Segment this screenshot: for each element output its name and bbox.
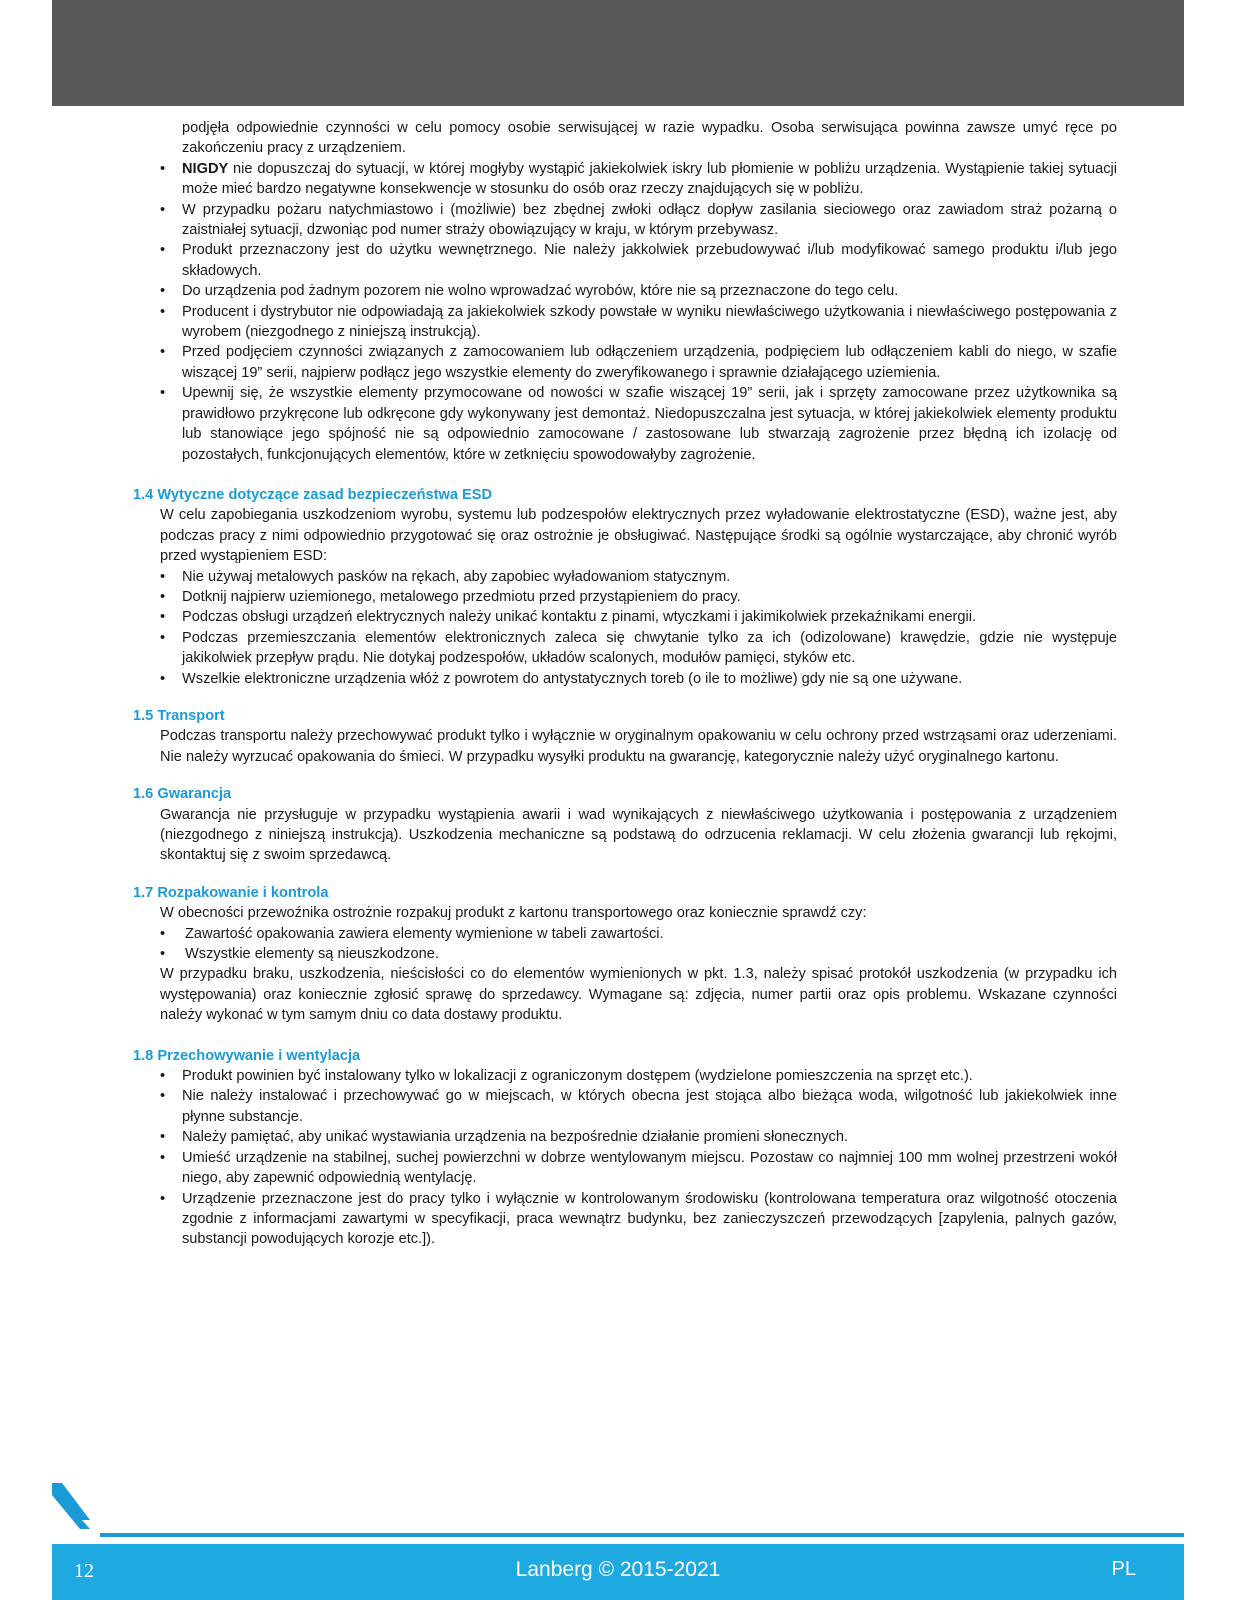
footer-language: PL: [1111, 1558, 1136, 1580]
list-item: • Umieść urządzenie na stabilnej, suchej powierzchni w dobrze wentylowanym miejscu. Pozostaw co najmniej 100 mm wolnej przestrzeni wokół niego, aby zapewnić odpowiednią wentylację.: [182, 1148, 1117, 1189]
list-item: [182, 342, 1117, 383]
section-paragraph: W celu zapobiegania uszkodzeniom wyrobu, systemu lub podzespołów elektrycznych przez wyładowanie elektrostatyczne (ESD), ważne jest, aby podczas pracy z nimi odpowiednio przygotować się oraz ostrożnie je obsługiwać. Następujące środki są ogólnie wystarczające, aby chronić wyrób przed wystąpieniem ESD:: [160, 507, 1117, 565]
section-heading: 1.4 Wytyczne dotyczące zasad bezpieczeństwa ESD: [133, 486, 493, 503]
list-item: [182, 200, 1117, 241]
list-item: • Wszystkie elementy są nieuszkodzone.: [185, 944, 1117, 964]
page-number: 12: [74, 1560, 94, 1582]
section-heading: 1.8 Przechowywanie i wentylacja: [133, 1047, 361, 1064]
intro-continuation: podjęła odpowiednie czynności w celu pomocy osobie serwisującej w razie wypadku. Osoba serwisująca powinna zawsze umyć ręce po zakończeniu pracy z urządzeniem.: [182, 120, 1117, 157]
section-heading: 1.7 Rozpakowanie i kontrola: [133, 884, 329, 901]
document-body: [133, 118, 1117, 1250]
list-item: • Należy pamiętać, aby unikać wystawiania urządzenia na bezpośrednie działanie promieni słonecznych.: [182, 1127, 1117, 1147]
list-item: • Nie używaj metalowych pasków na rękach, aby zapobiec wyładowaniom statycznym.: [182, 567, 1117, 587]
list-item-text: Do urządzenia pod żadnym pozorem nie wolno wprowadzać wyrobów, które nie są przeznaczone do tego celu.: [182, 283, 899, 300]
footer-copyright: Lanberg © 2015-2021: [515, 1558, 721, 1581]
list-item-text: nie dopuszczaj do sytuacji, w której mogłyby wystąpić jakiekolwiek iskry lub płomienie w pobliżu urządzenia. Wystąpienie takiej sytuacji może mieć bardzo negatywne konsekwencje w stosunku do osób oraz rzeczy znajdujących się w pobliżu.: [182, 160, 1117, 198]
section-heading: 1.5 Transport: [133, 707, 225, 724]
section-paragraph: Podczas transportu należy przechowywać produkt tylko i wyłącznie w oryginalnym opakowaniu w celu ochrony przed wstrząsami oraz uderzeniami. Nie należy wyrzucać opakowania do śmieci. W przypadku wysyłki produktu na gwarancję, kategorycznie należy użyć oryginalnego kartonu.: [160, 728, 1117, 765]
footer-divider-line: [100, 1533, 1184, 1537]
footer-bar: [52, 1544, 1184, 1600]
footer-slash-decoration: [52, 1483, 122, 1539]
section-unpacking: [133, 883, 1117, 1026]
list-item: • Wszelkie elektroniczne urządzenia włóż z powrotem do antystatycznych toreb (o ile to możliwe) gdy nie są one używane.: [182, 669, 1117, 689]
section-transport: [133, 706, 1117, 767]
list-item: [182, 383, 1117, 465]
list-item: • Dotknij najpierw uziemionego, metalowego przedmiotu przed przystąpieniem do pracy.: [182, 587, 1117, 607]
emphasis-text: NIGDY: [182, 160, 229, 177]
section-heading: 1.6 Gwarancja: [133, 786, 232, 803]
section-warranty: [133, 784, 1117, 866]
section-storage: [133, 1046, 1117, 1250]
list-item-text: Upewnij się, że wszystkie elementy przymocowane od nowości w szafie wiszącej 19” serii, jak i sprzęty zamocowane przez użytkownika są prawidłowo przykręcone lub odkręcone gdy wykonywany jest demontaż. Niedopuszczalna jest sytuacja, w której jakiekolwiek elementy produktu lub stanowiące jego spójność nie są odpowiednio zamocowane / zastosowane lub stwarzają zagrożenie przez błędną ich izolację od pozostałych, funkcjonujących elementów, które w zetknięciu spowodowałyby zagrożenie.: [182, 385, 1117, 463]
section-paragraph: W przypadku braku, uszkodzenia, nieścisłości co do elementów wymienionych w pkt. 1.3, należy spisać protokół uszkodzenia (w przypadku ich występowania) oraz koniecznie zgłosić sprawę do sprzedawcy. Wymagane są: zdjęcia, numer partii oraz opis problemu. Wskazane czynności należy wykonać w tym samym dniu co data dostawy produktu.: [160, 966, 1117, 1024]
list-item: • Nie należy instalować i przechowywać go w miejscach, w których obecna jest stojąca albo bieżąca woda, wilgotność lub jakiekolwiek inne płynne substancje.: [182, 1086, 1117, 1127]
header-bar: [52, 0, 1184, 106]
list-item: [182, 240, 1117, 281]
list-item: • Podczas przemieszczania elementów elektronicznych zaleca się chwytanie tylko za ich (odizolowane) krawędzie, gdzie nie występuje jakikolwiek przepływ prądu. Nie dotykaj podzespołów, układów scalonych, modułów pamięci, styków etc.: [182, 628, 1117, 669]
section-paragraph: W obecności przewoźnika ostrożnie rozpakuj produkt z kartonu transportowego oraz koniecznie sprawdź czy:: [160, 905, 867, 922]
list-item-text: Produkt przeznaczony jest do użytku wewnętrznego. Nie należy jakkolwiek przebudowywać i/lub modyfikować samego produktu i/lub jego składowych.: [182, 242, 1117, 279]
list-item-text: Przed podjęciem czynności związanych z zamocowaniem lub odłączeniem urządzenia, podpięciem lub odłączeniem kabli do niego, w szafie wiszącej 19” serii, najpierw podłącz jego wszystkie elementy do zweryfikowanego i sprawnie działającego uziemienia.: [182, 344, 1117, 381]
storage-list: [160, 1066, 1117, 1250]
list-item: [182, 281, 1117, 301]
list-item: • Zawartość opakowania zawiera elementy wymienione w tabeli zawartości.: [185, 924, 1117, 944]
list-item: • Urządzenie przeznaczone jest do pracy tylko i wyłącznie w kontrolowanym środowisku (kontrolowana temperatura oraz wilgotność otoczenia zgodnie z informacjami zawartymi w specyfikacji, praca wewnątrz budynku, bez zanieczyszczeń przewodzących [zapylenia, palnych gazów, substancji powodujących korozje etc.]).: [182, 1189, 1117, 1250]
unpacking-list: [160, 924, 1117, 965]
section-esd: [133, 485, 1117, 689]
esd-list: [160, 567, 1117, 689]
list-item-text: W przypadku pożaru natychmiastowo i (możliwie) bez zbędnej zwłoki odłącz dopływ zasilania sieciowego oraz zawiadom straż pożarną o zaistniałej sytuacji, dzwoniąc pod numer straży obowiązujący w kraju, w którym przebywasz.: [182, 201, 1117, 239]
list-item: • Produkt powinien być instalowany tylko w lokalizacji z ograniczonym dostępem (wydzielone pomieszczenia na sprzęt etc.).: [182, 1066, 1117, 1086]
section-paragraph: Gwarancja nie przysługuje w przypadku wystąpienia awarii i wad wynikających z niewłaściwego użytkowania i postępowania z urządzeniem (niezgodnego z niniejszą instrukcją). Uszkodzenia mechaniczne są podstawą do odrzucenia reklamacji. W celu złożenia gwarancji lub rękojmi, skontaktuj się z swoim sprzedawcą.: [160, 806, 1117, 864]
list-item: • Podczas obsługi urządzeń elektrycznych należy unikać kontaktu z pinami, wtyczkami i jakimikolwiek przekaźnikami energii.: [182, 607, 1117, 627]
safety-list: [133, 159, 1117, 465]
list-item: [182, 302, 1117, 343]
list-item-text: Producent i dystrybutor nie odpowiadają za jakiekolwiek szkody powstałe w wyniku niewłaściwego użytkowania i niewłaściwego postępowania z wyrobem (niezgodnego z niniejszą instrukcją).: [182, 303, 1117, 341]
list-item: [182, 159, 1117, 200]
